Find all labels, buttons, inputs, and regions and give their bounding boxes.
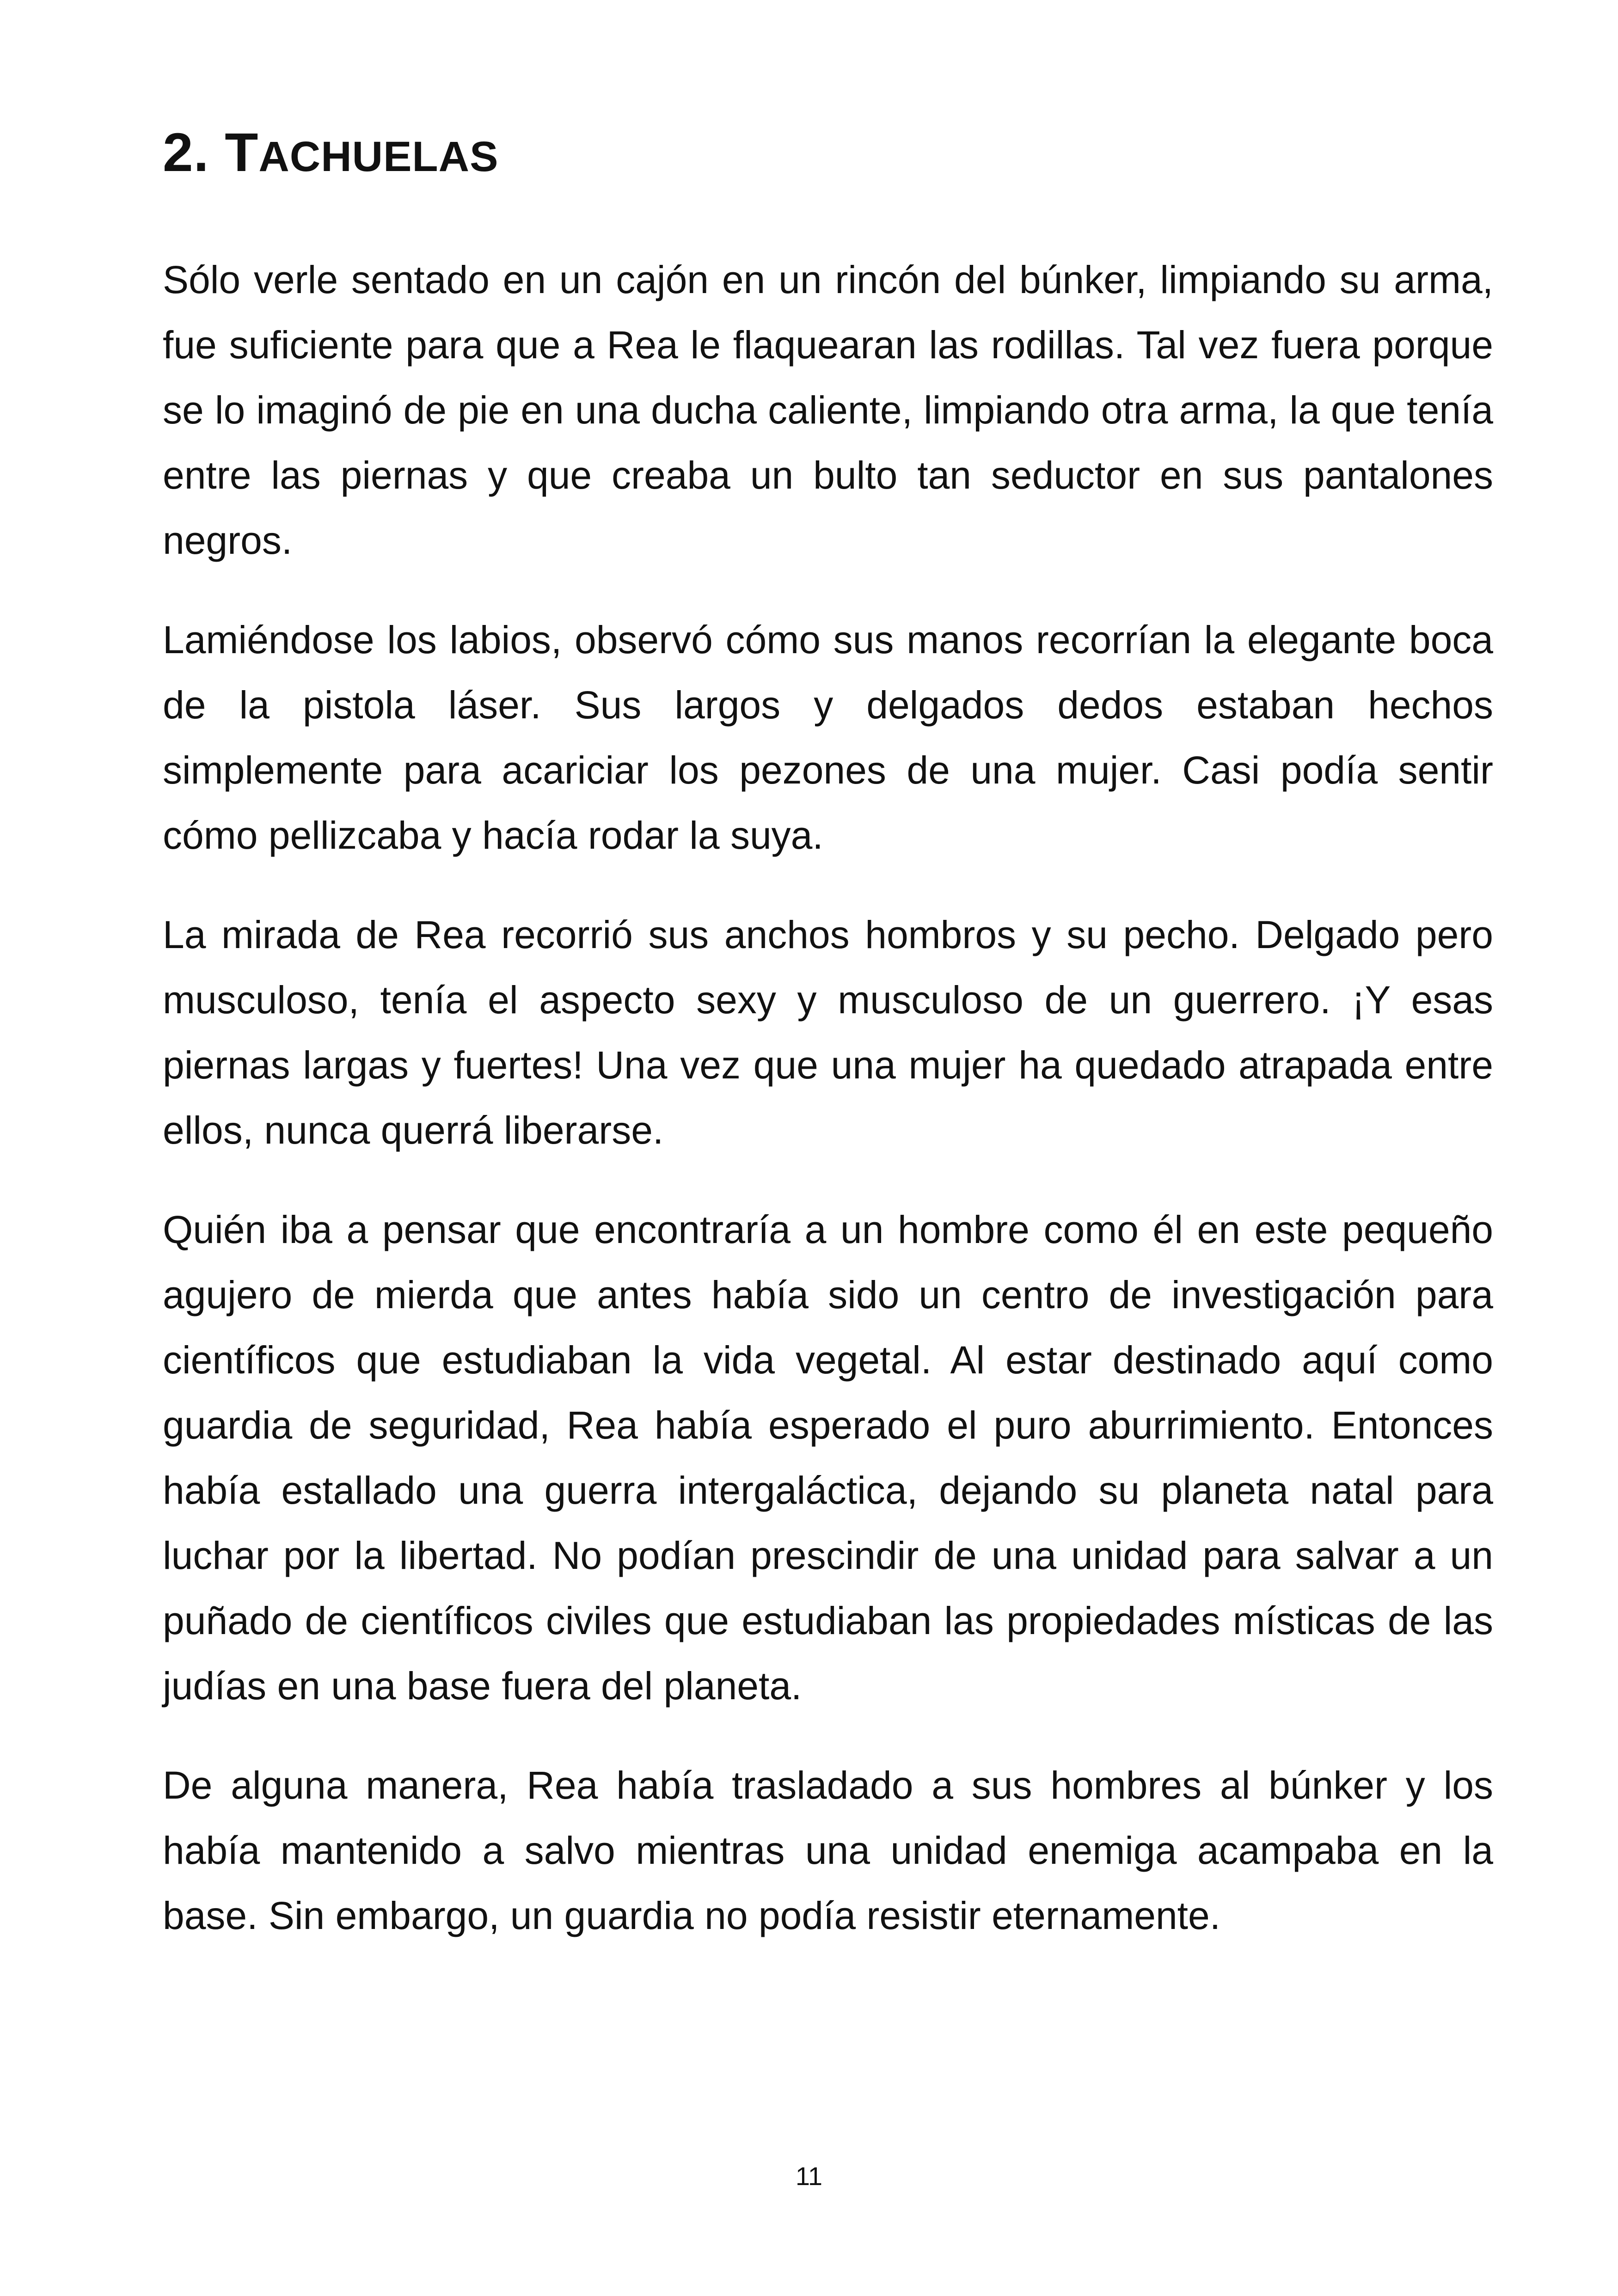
chapter-number: 2. [163,122,209,183]
paragraph-5: De alguna manera, Rea había trasladado a sus hombres al búnker y los había mantenido a salvo mientras una unidad enemiga acampaba en la base. Sin embargo, un guardia no podía resistir eternamente. [163,1763,1493,1937]
body-text [163,247,1493,1983]
chapter-title-rest: ACHUELAS [258,133,499,180]
paragraph-3: La mirada de Rea recorrió sus anchos hombros y su pecho. Delgado pero musculoso, tenía el aspecto sexy y musculoso de un guerrero. ¡Y esas piernas largas y fuertes! Una vez que una mujer ha quedado atrapada entre ellos, nunca querrá liberarse. [163,913,1493,1152]
paragraph-2: Lamiéndose los labios, observó cómo sus manos recorrían la elegante boca de la pistola láser. Sus largos y delgados dedos estaban hechos simplemente para acariciar los pezones de una mujer. Casi podía sentir cómo pellizcaba y hacía rodar la suya. [163,618,1493,857]
chapter-title-initial: T [225,122,259,183]
page-number: 11 [795,2161,823,2191]
paragraph-1: Sólo verle sentado en un cajón en un rincón del búnker, limpiando su arma, fue suficiente para que a Rea le flaquearan las rodillas. Tal vez fuera porque se lo imaginó de pie en una ducha caliente, limpiando otra arma, la que tenía entre las piernas y que creaba un bulto tan seductor en sus pantalones negros. [163,258,1493,562]
chapter-heading [163,118,498,191]
paragraph-4: Quién iba a pensar que encontraría a un hombre como él en este pequeño agujero de mierda que antes había sido un centro de investigación para científicos que estudiaban la vida vegetal. Al estar destinado aquí como guardia de seguridad, Rea había esperado el puro aburrimiento. Entonces había estallado una guerra intergaláctica, dejando su planeta natal para luchar por la libertad. No podían prescindir de una unidad para salvar a un puñado de científicos civiles que estudiaban las propiedades místicas de las judías en una base fuera del planeta. [163,1208,1493,1708]
